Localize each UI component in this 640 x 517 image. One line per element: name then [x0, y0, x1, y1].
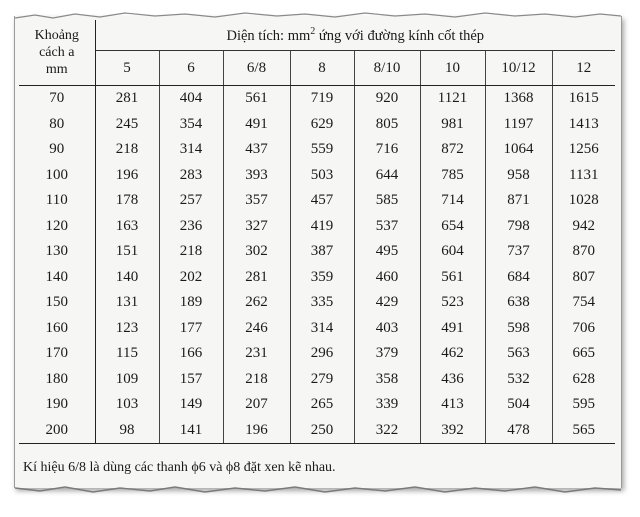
area-cell: 537 [354, 214, 420, 240]
area-cell: 283 [159, 163, 223, 189]
area-cell: 644 [354, 163, 420, 189]
area-cell: 1028 [568, 192, 599, 209]
spacing-cell: 100 [19, 163, 95, 189]
area-cell: 358 [354, 367, 420, 393]
area-cell: 532 [485, 367, 552, 393]
area-cell: 981 [420, 112, 485, 138]
diameter-header: 8/10 [354, 51, 420, 86]
diameter-header: 12 [552, 51, 615, 86]
area-cell: 387 [290, 239, 354, 265]
diameter-header: 6 [159, 51, 223, 86]
area-cell: 628 [572, 370, 596, 387]
area-cell: 958 [485, 163, 552, 189]
area-cell: 805 [354, 112, 420, 138]
torn-top-edge [15, 10, 621, 20]
area-cell: 151 [95, 239, 159, 265]
area-cell: 495 [354, 239, 420, 265]
area-cell: 296 [290, 341, 354, 367]
table-row [19, 214, 615, 240]
spacing-cell: 70 [19, 86, 95, 112]
area-cell: 281 [95, 86, 159, 112]
area-cell: 281 [223, 265, 290, 291]
area-cell: 327 [223, 214, 290, 240]
area-cell: 245 [95, 112, 159, 138]
area-cell: 585 [354, 188, 420, 214]
area-cell: 262 [223, 290, 290, 316]
area-cell: 109 [95, 367, 159, 393]
rebar-area-table [19, 20, 615, 444]
spacing-cell: 110 [19, 188, 95, 214]
area-cell: 719 [290, 86, 354, 112]
area-cell: 598 [485, 316, 552, 342]
spacing-cell: 120 [19, 214, 95, 240]
area-cell: 491 [223, 112, 290, 138]
area-cell: 807 [572, 268, 596, 285]
area-cell: 737 [485, 239, 552, 265]
area-cell: 1256 [568, 141, 599, 158]
area-cell: 265 [290, 392, 354, 418]
area-cell: 561 [223, 86, 290, 112]
area-cell: 103 [95, 392, 159, 418]
area-cell: 196 [95, 163, 159, 189]
area-cell: 872 [420, 137, 485, 163]
area-cell: 413 [420, 392, 485, 418]
area-cell: 559 [290, 137, 354, 163]
area-cell: 716 [354, 137, 420, 163]
area-cell: 478 [485, 418, 552, 444]
area-cell: 684 [485, 265, 552, 291]
area-cell: 149 [159, 392, 223, 418]
table-row [19, 290, 615, 316]
area-cell: 207 [223, 392, 290, 418]
spacing-cell: 160 [19, 316, 95, 342]
area-cell: 665 [572, 345, 596, 362]
area-cell: 429 [354, 290, 420, 316]
scanned-page [14, 16, 622, 488]
area-cell: 436 [420, 367, 485, 393]
area-cell: 754 [572, 294, 596, 311]
area-cell: 1197 [485, 112, 552, 138]
area-cell: 563 [485, 341, 552, 367]
diameter-header: 10/12 [485, 51, 552, 86]
spacing-cell: 150 [19, 290, 95, 316]
area-cell: 218 [159, 239, 223, 265]
area-cell: 359 [290, 265, 354, 291]
table-row [19, 418, 615, 444]
area-cell: 131 [95, 290, 159, 316]
area-cell: 178 [95, 188, 159, 214]
torn-bottom-edge [15, 485, 621, 495]
area-cell: 942 [572, 217, 596, 234]
area-cell: 141 [159, 418, 223, 444]
area-cell: 503 [290, 163, 354, 189]
area-cell: 123 [95, 316, 159, 342]
area-cell: 785 [420, 163, 485, 189]
area-cell: 604 [420, 239, 485, 265]
footnote: Kí hiệu 6/8 là dùng các thanh ϕ6 và ϕ8 đặt xen kẽ nhau. [23, 460, 336, 475]
area-cell: 202 [159, 265, 223, 291]
area-cell: 419 [290, 214, 354, 240]
area-cell: 98 [95, 418, 159, 444]
area-cell: 798 [485, 214, 552, 240]
area-cell: 322 [354, 418, 420, 444]
table-row [19, 316, 615, 342]
table-row [19, 137, 615, 163]
area-cell: 177 [159, 316, 223, 342]
spacing-cell: 140 [19, 265, 95, 291]
area-cell: 1064 [485, 137, 552, 163]
area-cell: 339 [354, 392, 420, 418]
area-cell: 246 [223, 316, 290, 342]
area-cell: 870 [572, 243, 596, 260]
area-cell: 404 [159, 86, 223, 112]
area-cell: 871 [485, 188, 552, 214]
area-cell: 638 [485, 290, 552, 316]
diameter-header: 10 [420, 51, 485, 86]
area-cell: 392 [420, 418, 485, 444]
table-row [19, 392, 615, 418]
table-row [19, 341, 615, 367]
area-cell: 393 [223, 163, 290, 189]
area-cell: 354 [159, 112, 223, 138]
area-cell: 279 [290, 367, 354, 393]
area-cell: 314 [159, 137, 223, 163]
area-cell: 1368 [485, 86, 552, 112]
table-row [19, 265, 615, 291]
area-cell: 302 [223, 239, 290, 265]
area-cell: 218 [95, 137, 159, 163]
area-cell: 561 [420, 265, 485, 291]
area-cell: 706 [572, 319, 596, 336]
area-cell: 504 [485, 392, 552, 418]
diameter-header: 8 [290, 51, 354, 86]
area-cell: 920 [354, 86, 420, 112]
area-cell: 379 [354, 341, 420, 367]
spacing-cell: 200 [19, 418, 95, 444]
area-cell: 166 [159, 341, 223, 367]
spacing-cell: 90 [19, 137, 95, 163]
spacing-cell: 170 [19, 341, 95, 367]
area-cell: 157 [159, 367, 223, 393]
area-cell: 565 [552, 418, 615, 444]
table-row [19, 188, 615, 214]
diameter-header: 5 [95, 51, 159, 86]
area-cell: 714 [420, 188, 485, 214]
area-cell: 257 [159, 188, 223, 214]
diameter-header: 6/8 [223, 51, 290, 86]
area-cell: 115 [95, 341, 159, 367]
area-cell: 335 [290, 290, 354, 316]
area-cell: 437 [223, 137, 290, 163]
area-cell: 595 [572, 396, 596, 413]
table-body [19, 86, 615, 444]
area-cell: 460 [354, 265, 420, 291]
table-row [19, 239, 615, 265]
area-cell: 140 [95, 265, 159, 291]
area-cell: 462 [420, 341, 485, 367]
area-cell: 250 [290, 418, 354, 444]
area-cell: 1413 [568, 115, 599, 132]
area-cell: 357 [223, 188, 290, 214]
area-cell: 196 [223, 418, 290, 444]
area-cell: 523 [420, 290, 485, 316]
area-cell: 491 [420, 316, 485, 342]
area-cell: 1615 [568, 90, 599, 107]
spacing-column-header: Khoảng cách a mm [19, 20, 95, 86]
spacing-cell: 180 [19, 367, 95, 393]
area-cell: 236 [159, 214, 223, 240]
diameter-header-row [19, 51, 615, 86]
table-row [19, 163, 615, 189]
area-cell: 163 [95, 214, 159, 240]
spacing-cell: 190 [19, 392, 95, 418]
area-cell: 457 [290, 188, 354, 214]
area-cell: 1131 [569, 166, 599, 183]
area-cell: 629 [290, 112, 354, 138]
area-cell: 403 [354, 316, 420, 342]
area-cell: 218 [223, 367, 290, 393]
area-cell: 654 [420, 214, 485, 240]
area-cell: 314 [290, 316, 354, 342]
area-cell: 189 [159, 290, 223, 316]
spacing-cell: 130 [19, 239, 95, 265]
area-group-header: Diện tích: $mm^2$ ứng với đường kính cốt thép [95, 20, 615, 51]
table-row [19, 367, 615, 393]
area-cell: 1121 [420, 86, 485, 112]
area-cell: 231 [223, 341, 290, 367]
table-row [19, 86, 615, 112]
spacing-cell: 80 [19, 112, 95, 138]
table-row [19, 112, 615, 138]
